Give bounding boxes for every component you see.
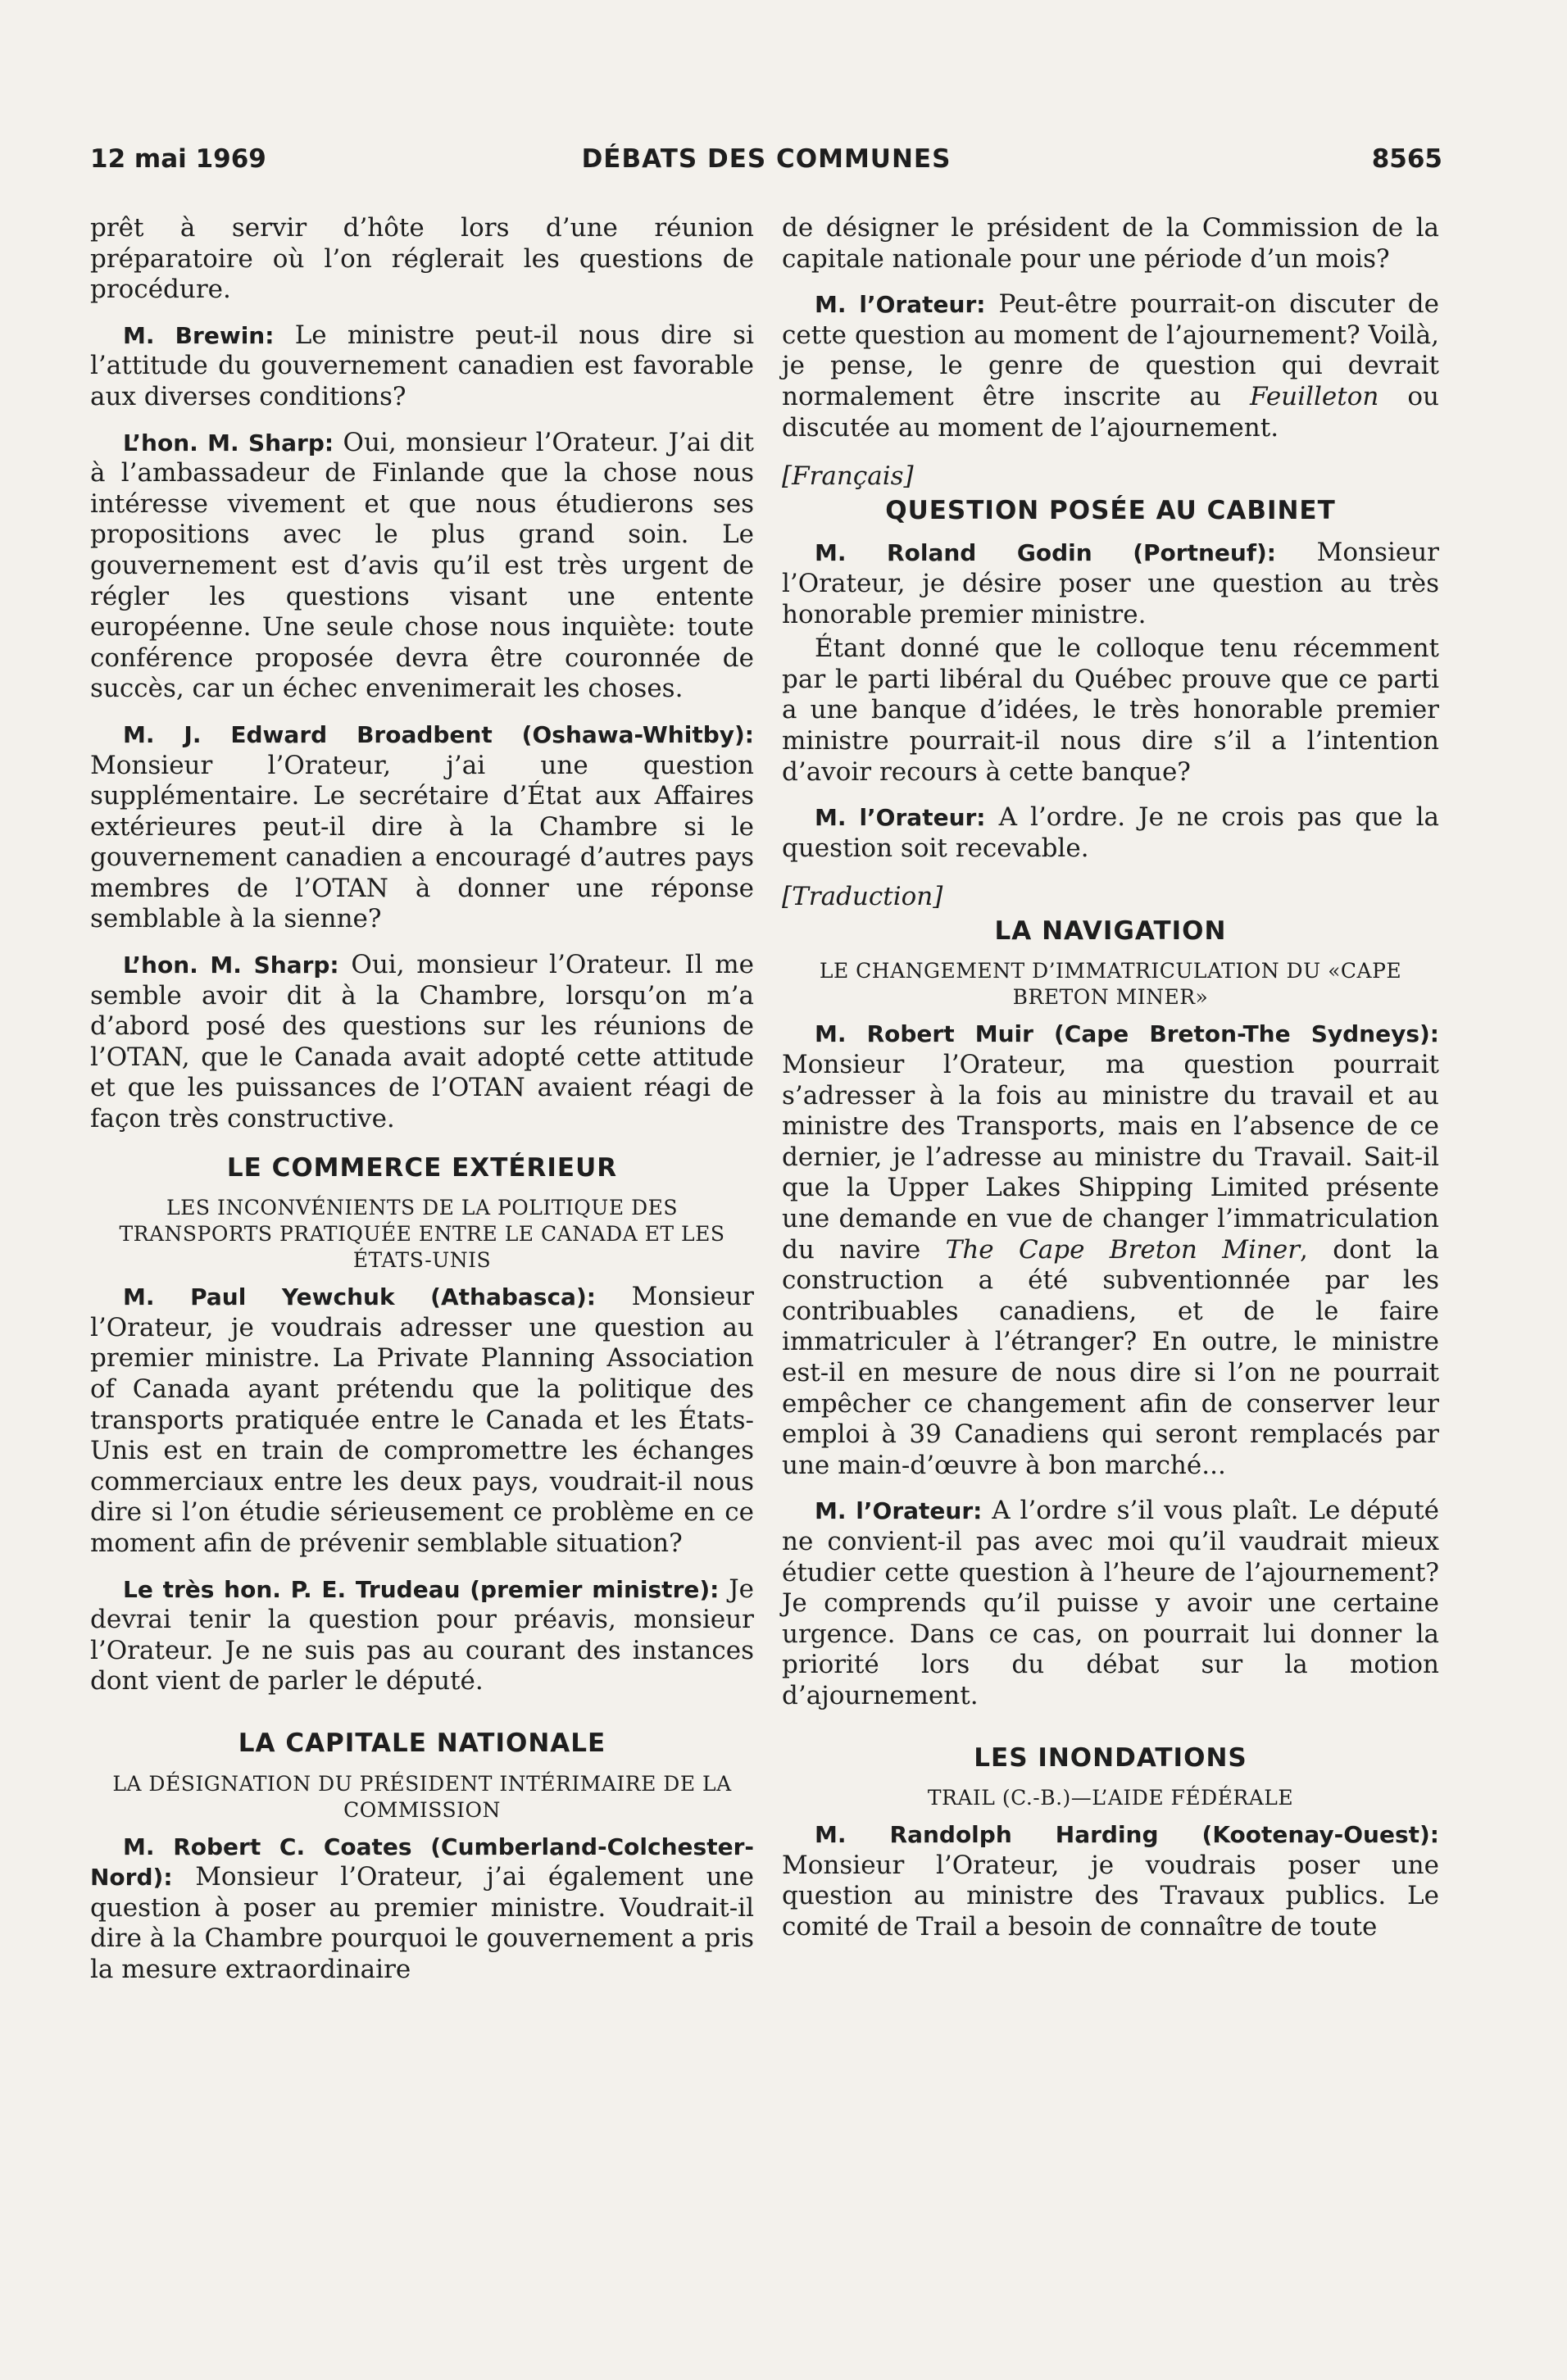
left-column — [90, 213, 754, 2001]
section-subheading: LA DÉSIGNATION DU PRÉSIDENT INTÉRIMAIRE DE LA COMMISSION — [112, 1771, 732, 1822]
section-heading: LE COMMERCE EXTÉRIEUR — [226, 1152, 618, 1183]
paragraph — [782, 289, 1439, 443]
paragraph — [90, 428, 754, 705]
page-header — [90, 144, 1442, 185]
speech-text: Oui, monsieur l’Orateur. Il me semble avoir dit à la Chambre, lorsqu’on m’a d’abord posé des questions sur les réunions de l’OTAN, que le Canada avait adopté cette attitude et que les puissances de l’OTAN avaient réagi de façon très constructive. — [90, 950, 754, 1134]
section-subheading: LE CHANGEMENT D’IMMATRICULATION DU «CAPE BRETON MINER» — [819, 959, 1402, 1010]
paragraph — [782, 1819, 1439, 1942]
header-date: 12 mai 1969 — [90, 144, 266, 174]
right-column — [782, 213, 1439, 1958]
paragraph: prêt à servir d’hôte lors d’une réunion préparatoire où l’on réglerait les questions de procédure. — [90, 213, 754, 305]
paragraph — [90, 320, 754, 413]
section-heading: QUESTION POSÉE AU CABINET — [885, 495, 1336, 525]
paragraph — [90, 950, 754, 1135]
speech-text: Monsieur l’Orateur, j’ai également une question à poser au premier ministre. Voudrait-il dire à la Chambre pourquoi le gouvernement a pris la mesure extraordinaire — [90, 1862, 754, 1984]
speaker-name: M. Brewin: — [123, 321, 275, 349]
paragraph — [90, 1832, 754, 1986]
speaker-name: M. l’Orateur: — [815, 804, 986, 832]
section-heading: LA NAVIGATION — [994, 915, 1227, 946]
speech-text: ou discutée au moment de l’ajournement. — [782, 381, 1439, 443]
paragraph: Étant donné que le colloque tenu récemment par le parti libéral du Québec prouve que ce parti a une banque d’idées, le très honorable premier ministre pourrait-il nous dire s’il a l’intention d’avoir recours à cette banque? — [782, 634, 1439, 787]
header-title: DÉBATS DES COMMUNES — [581, 144, 952, 174]
paragraph — [782, 1496, 1439, 1711]
speaker-name: M. l’Orateur: — [815, 1497, 983, 1525]
speech-text: Peut-être pourrait-on discuter de cette question au moment de l’ajournement? Voilà, je pense, le genre de question qui devrait normalement être inscrite au — [782, 289, 1439, 411]
italic-text: Feuilleton — [1250, 381, 1379, 411]
speech-text: Monsieur l’Orateur, je voudrais adresser une question au premier ministre. La Private Planning Association of Canada ayant prétendu que la politique des transports pratiquée entre le Canada et les États-Unis est en train de compromettre les échanges commerciaux entre les deux pays, voudrait-il nous dire si l’on étudie sérieusement ce problème en ce moment afin de prévenir semblable situation? — [90, 1282, 754, 1558]
section-subheading: LES INCONVÉNIENTS DE LA POLITIQUE DES TRANSPORTS PRATIQUÉE ENTRE LE CANADA ET LES ÉTATS-UNIS — [119, 1196, 725, 1273]
section-heading: LA CAPITALE NATIONALE — [238, 1728, 606, 1758]
speech-text: A l’ordre s’il vous plaît. Le député ne convient-il pas avec moi qu’il vaudrait mieux étudier cette question à l’heure de l’ajournement? Je comprends qu’il puisse y avoir une certaine urgence. Dans ce cas, on pourrait lui donner la priorité lors du débat sur la motion d’ajournement. — [782, 1496, 1440, 1710]
section-subheading: TRAIL (C.-B.)—L’AIDE FÉDÉRALE — [927, 1786, 1294, 1810]
speech-text: Monsieur l’Orateur, ma question pourrait s’adresser à la fois au ministre du travail et au ministre des Transports, mais en l’absence de ce dernier, je l’adresse au ministre du Travail. Sait-il que la Upper Lakes Shipping Limited présente une demande en vue de changer l’immatriculation du navire — [782, 1050, 1439, 1265]
paragraph — [782, 1019, 1439, 1481]
speaker-name: M. Randolph Harding (Kootenay-Ouest): — [815, 1821, 1439, 1849]
speaker-name: Le très hon. P. E. Trudeau (premier ministre): — [123, 1575, 720, 1603]
paragraph: de désigner le président de la Commission de la capitale nationale pour une période d’un mois? — [782, 213, 1439, 274]
speaker-name: M. l’Orateur: — [815, 291, 986, 319]
speech-text: , dont la construction a été subventionnée par les contribuables canadiens, et de le faire immatriculer à l’étranger? En outre, le ministre est-il en mesure de nous dire si l’on ne pourrait empêcher ce changement afin de conserver leur emploi à 39 Canadiens qui seront remplacés par une main-d’œuvre à bon marché... — [782, 1234, 1440, 1480]
speech-text: Oui, monsieur l’Orateur. J’ai dit à l’ambassadeur de Finlande que la chose nous intéresse vivement et que nous étudierons ses propositions avec le plus grand soin. Le gouvernement est d’avis qu’il est très urgent de régler les questions visant une entente européenne. Une seule chose nous inquiète: toute conférence proposée devra être couronnée de succès, car un échec envenimerait les choses. — [90, 427, 755, 704]
language-tag: [Français] — [782, 461, 914, 492]
paragraph — [90, 1574, 754, 1697]
paragraph — [782, 802, 1439, 864]
paragraph — [90, 720, 754, 935]
speech-text: Le ministre peut-il nous dire si l’attitude du gouvernement canadien est favorable aux diverses conditions? — [90, 320, 754, 411]
header-page-number: 8565 — [1371, 144, 1442, 174]
paragraph — [782, 538, 1439, 630]
speaker-name: M. J. Edward Broadbent (Oshawa-Whitby): — [123, 720, 754, 748]
speaker-name: L’hon. M. Sharp: — [123, 429, 334, 456]
speech-text: A l’ordre. Je ne crois pas que la question soit recevable. — [782, 802, 1439, 863]
speech-text: Monsieur l’Orateur, j’ai une question supplémentaire. Le secrétaire d’État aux Affaires extérieures peut-il dire à la Chambre si le gouvernement canadien a encouragé d’autres pays membres de l’OTAN à donner une réponse semblable à la sienne? — [90, 750, 754, 934]
speech-text: Monsieur l’Orateur, je voudrais poser une question au ministre des Travaux publics. Le comité de Trail a besoin de connaître de toute — [782, 1850, 1439, 1942]
speech-text: Je devrai tenir la question pour préavis, monsieur l’Orateur. Je ne suis pas au courant des instances dont vient de parler le député. — [90, 1574, 754, 1696]
speaker-name: M. Robert Muir (Cape Breton-The Sydneys): — [815, 1020, 1439, 1048]
paragraph — [90, 1282, 754, 1559]
speaker-name: M. Roland Godin (Portneuf): — [815, 539, 1276, 567]
speaker-name: L’hon. M. Sharp: — [123, 952, 339, 979]
italic-text: The Cape Breton Miner — [945, 1234, 1301, 1265]
speech-text: Monsieur l’Orateur, je désire poser une question au très honorable premier ministre. — [782, 538, 1439, 629]
speaker-name: M. Robert C. Coates (Cumberland-Colchester-Nord): — [90, 1833, 754, 1892]
language-tag: [Traduction] — [782, 882, 943, 912]
section-heading: LES INONDATIONS — [974, 1742, 1247, 1773]
speaker-name: M. Paul Yewchuk (Athabasca): — [123, 1283, 596, 1311]
